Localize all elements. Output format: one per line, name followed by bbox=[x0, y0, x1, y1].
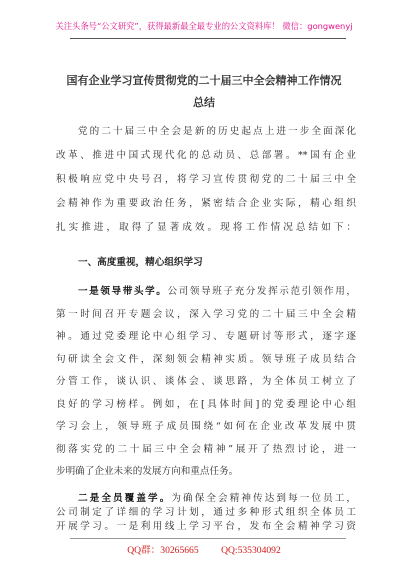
footer-divider bbox=[70, 538, 346, 539]
paragraph-1-lead: 一是领导带头学。 bbox=[78, 286, 168, 297]
document-title-line-1: 国有企业学习宣传贯彻党的二十届三中全会精神工作情况 bbox=[66, 74, 342, 87]
section-heading-1: 一、高度重视，精心组织学习 bbox=[78, 257, 203, 268]
footer-qq-group: QQ群：30265665 bbox=[127, 545, 199, 556]
document-title-line-2: 总结 bbox=[193, 96, 215, 109]
paragraph-1-line: 学习会上，领导班子成员围绕“如何在企业改革发展中贯 bbox=[56, 421, 356, 432]
intro-line: 改革、推进中国式现代化的总动员、总部署。**国有企业 bbox=[56, 150, 356, 161]
paragraph-1-line: 第一时间召开专题会议，深入学习党的二十届三中全会精 bbox=[56, 308, 356, 320]
paragraph-2-lead: 二是全员覆盖学。 bbox=[78, 492, 172, 504]
paragraph-1-first-line bbox=[78, 286, 356, 298]
paragraph-2-line: 开展学习。一是利用线上学习平台，发布全会精神学习资 bbox=[56, 520, 356, 532]
footer-contact bbox=[0, 542, 408, 556]
paragraph-1-line: 彻落实党的二十届三中全会精神”展开了热烈讨论，进一 bbox=[56, 443, 356, 455]
intro-line: 会精神作为重要政治任务，紧密结合企业实际，精心组织 bbox=[56, 198, 356, 209]
paragraph-1-first-line-rest: 公司领导班子充分发挥示范引领作用， bbox=[167, 286, 356, 297]
footer-qq: QQ:535304092 bbox=[221, 545, 281, 556]
paragraph-1-line: 分管工作，谈认识、谈体会、谈思路，为全体员工树立了 bbox=[56, 376, 356, 387]
paragraph-1-line: 步明确了企业未来的发展方向和重点任务。 bbox=[56, 466, 239, 477]
paragraph-2-line: 公司制定了详细的学习计划，通过多种形式组织全体员工 bbox=[56, 506, 356, 518]
header-banner: 关注头条号“公文研究”，获得最新最全最专业的公文资料库！ 微信：gongwenyj bbox=[55, 21, 353, 31]
intro-line: 扎实推进，取得了显著成效。现将工作情况总结如下： bbox=[56, 222, 356, 233]
paragraph-1-line: 句研读全会文件，深刻领会精神实质。领导班子成员结合 bbox=[56, 353, 356, 365]
intro-line: 积极响应党中央号召，将学习宣传贯彻党的二十届三中全 bbox=[56, 174, 356, 185]
intro-line: 党的二十届三中全会是新的历史起点上进一步全面深化 bbox=[78, 126, 356, 137]
header-divider bbox=[70, 38, 346, 39]
paragraph-2-first-line bbox=[78, 493, 356, 505]
paragraph-1-line: 神。通过党委理论中心组学习、专题研讨等形式，逐字逐 bbox=[56, 331, 356, 342]
paragraph-1-line: 良好的学习榜样。例如，在[具体时间]的党委理论中心组 bbox=[56, 398, 356, 410]
paragraph-2-first-line-rest: 为确保全会精神传达到每一位员工， bbox=[171, 492, 357, 504]
